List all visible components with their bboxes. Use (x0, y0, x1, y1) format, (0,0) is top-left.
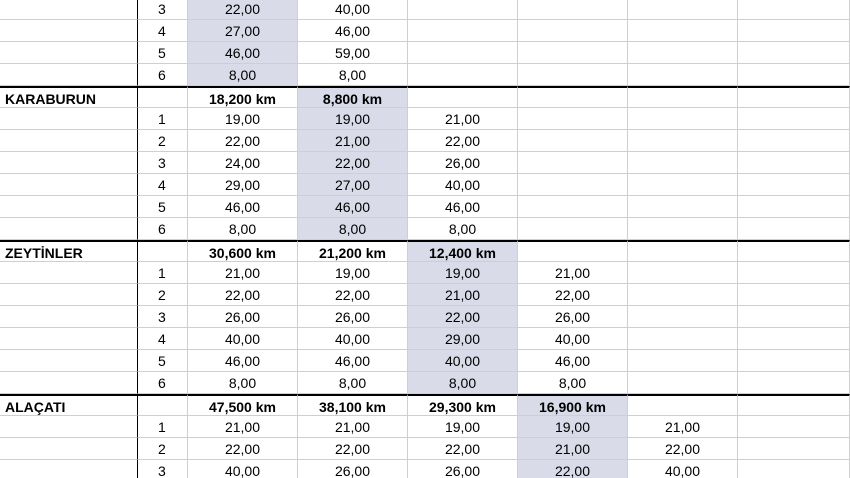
value-cell[interactable]: 40,00 (188, 328, 298, 350)
empty-cell[interactable] (738, 240, 850, 262)
value-cell[interactable] (518, 108, 628, 130)
group-name-cell[interactable]: KARABURUN (0, 86, 138, 108)
value-cell[interactable]: 46,00 (298, 196, 408, 218)
value-cell[interactable]: 46,00 (298, 350, 408, 372)
value-cell[interactable] (628, 196, 738, 218)
group-name-cell[interactable] (0, 372, 138, 394)
value-cell[interactable]: 40,00 (518, 328, 628, 350)
index-cell[interactable] (138, 86, 188, 108)
value-cell[interactable]: 22,00 (518, 460, 628, 478)
group-name-cell[interactable] (0, 42, 138, 64)
value-cell[interactable]: 8,00 (408, 372, 518, 394)
value-cell[interactable] (518, 20, 628, 42)
value-cell[interactable] (628, 152, 738, 174)
value-cell[interactable]: 8,00 (188, 218, 298, 240)
value-cell[interactable]: 21,00 (518, 438, 628, 460)
value-cell[interactable] (628, 284, 738, 306)
value-cell[interactable]: 21,00 (298, 416, 408, 438)
value-cell[interactable] (628, 130, 738, 152)
value-cell[interactable] (518, 64, 628, 86)
value-cell[interactable]: 46,00 (298, 20, 408, 42)
value-cell[interactable] (518, 240, 628, 262)
group-name-cell[interactable] (0, 174, 138, 196)
group-name-cell[interactable] (0, 328, 138, 350)
table-row (0, 372, 850, 394)
group-name-cell[interactable] (0, 0, 138, 20)
value-cell[interactable]: 40,00 (298, 0, 408, 20)
value-cell[interactable]: 22,00 (518, 284, 628, 306)
value-cell[interactable]: 22,00 (408, 306, 518, 328)
value-cell[interactable] (518, 152, 628, 174)
value-cell[interactable]: 40,00 (408, 350, 518, 372)
value-cell[interactable]: 21,00 (408, 284, 518, 306)
table-row (0, 328, 850, 350)
value-cell[interactable]: 26,00 (188, 306, 298, 328)
table-row (0, 262, 850, 284)
table-row (0, 64, 850, 86)
value-cell[interactable]: 40,00 (298, 328, 408, 350)
table-row (0, 130, 850, 152)
index-cell[interactable]: 5 (138, 350, 188, 372)
table-row (0, 108, 850, 130)
value-cell[interactable]: 8,00 (518, 372, 628, 394)
value-cell[interactable]: 29,00 (408, 328, 518, 350)
empty-cell[interactable] (738, 196, 850, 218)
value-cell[interactable]: 21,00 (518, 262, 628, 284)
table-row (0, 460, 850, 478)
index-cell[interactable]: 2 (138, 284, 188, 306)
index-cell[interactable]: 6 (138, 218, 188, 240)
value-cell[interactable]: 26,00 (408, 152, 518, 174)
empty-cell[interactable] (738, 20, 850, 42)
group-name-cell[interactable] (0, 196, 138, 218)
value-cell[interactable]: 22,00 (298, 284, 408, 306)
value-cell[interactable]: 29,300 km (408, 394, 518, 416)
value-cell[interactable] (518, 86, 628, 108)
value-cell[interactable] (628, 328, 738, 350)
value-cell[interactable]: 22,00 (628, 438, 738, 460)
group-name-cell[interactable] (0, 64, 138, 86)
value-cell[interactable]: 46,00 (408, 196, 518, 218)
index-cell[interactable]: 3 (138, 460, 188, 478)
value-cell[interactable] (518, 0, 628, 20)
value-cell[interactable] (408, 64, 518, 86)
empty-cell[interactable] (738, 350, 850, 372)
empty-cell[interactable] (738, 372, 850, 394)
empty-cell[interactable] (738, 416, 850, 438)
value-cell[interactable]: 22,00 (188, 284, 298, 306)
value-cell[interactable] (628, 108, 738, 130)
value-cell[interactable] (408, 42, 518, 64)
table-row (0, 20, 850, 42)
group-name-cell[interactable] (0, 350, 138, 372)
empty-cell[interactable] (738, 460, 850, 478)
group-name-cell[interactable] (0, 108, 138, 130)
group-name-cell[interactable] (0, 438, 138, 460)
value-cell[interactable] (628, 350, 738, 372)
table-row (0, 438, 850, 460)
value-cell[interactable]: 19,00 (298, 262, 408, 284)
index-cell[interactable]: 5 (138, 42, 188, 64)
group-name-cell[interactable] (0, 152, 138, 174)
table-row (0, 284, 850, 306)
value-cell[interactable]: 22,00 (188, 438, 298, 460)
value-cell[interactable]: 21,200 km (298, 240, 408, 262)
value-cell[interactable] (518, 174, 628, 196)
value-cell[interactable]: 22,00 (298, 438, 408, 460)
value-cell[interactable]: 8,00 (298, 64, 408, 86)
value-cell[interactable]: 29,00 (188, 174, 298, 196)
value-cell[interactable] (628, 0, 738, 20)
value-cell[interactable]: 21,00 (188, 262, 298, 284)
value-cell[interactable]: 19,00 (408, 262, 518, 284)
value-cell[interactable]: 22,00 (188, 0, 298, 20)
empty-cell[interactable] (738, 394, 850, 416)
value-cell[interactable]: 12,400 km (408, 240, 518, 262)
value-cell[interactable] (628, 86, 738, 108)
value-cell[interactable]: 40,00 (408, 174, 518, 196)
index-cell[interactable]: 6 (138, 64, 188, 86)
value-cell[interactable] (628, 306, 738, 328)
table-row (0, 0, 850, 20)
value-cell[interactable] (628, 20, 738, 42)
value-cell[interactable]: 21,00 (298, 130, 408, 152)
group-name-cell[interactable]: ALAÇATI (0, 394, 138, 416)
value-cell[interactable]: 46,00 (188, 42, 298, 64)
value-cell[interactable]: 18,200 km (188, 86, 298, 108)
value-cell[interactable] (518, 218, 628, 240)
group-name-cell[interactable] (0, 284, 138, 306)
table-row (0, 152, 850, 174)
value-cell[interactable] (628, 394, 738, 416)
value-cell[interactable]: 24,00 (188, 152, 298, 174)
value-cell[interactable]: 8,00 (298, 218, 408, 240)
value-cell[interactable] (408, 20, 518, 42)
table-row (0, 174, 850, 196)
index-cell[interactable]: 4 (138, 20, 188, 42)
value-cell[interactable] (628, 218, 738, 240)
value-cell[interactable]: 26,00 (408, 460, 518, 478)
value-cell[interactable]: 19,00 (298, 108, 408, 130)
value-cell[interactable]: 38,100 km (298, 394, 408, 416)
value-cell[interactable]: 47,500 km (188, 394, 298, 416)
value-cell[interactable]: 22,00 (408, 130, 518, 152)
index-cell[interactable] (138, 240, 188, 262)
value-cell[interactable]: 30,600 km (188, 240, 298, 262)
empty-cell[interactable] (738, 86, 850, 108)
empty-cell[interactable] (738, 108, 850, 130)
value-cell[interactable] (628, 64, 738, 86)
index-cell[interactable]: 1 (138, 262, 188, 284)
empty-cell[interactable] (738, 152, 850, 174)
value-cell[interactable] (408, 0, 518, 20)
empty-cell[interactable] (738, 284, 850, 306)
value-cell[interactable]: 8,00 (188, 372, 298, 394)
value-cell[interactable]: 26,00 (298, 460, 408, 478)
value-cell[interactable] (518, 130, 628, 152)
index-cell[interactable]: 5 (138, 196, 188, 218)
index-cell[interactable]: 3 (138, 0, 188, 20)
group-name-cell[interactable] (0, 416, 138, 438)
index-cell[interactable]: 2 (138, 438, 188, 460)
value-cell[interactable]: 19,00 (408, 416, 518, 438)
value-cell[interactable]: 27,00 (188, 20, 298, 42)
value-cell[interactable]: 16,900 km (518, 394, 628, 416)
value-cell[interactable]: 22,00 (408, 438, 518, 460)
empty-cell[interactable] (738, 42, 850, 64)
value-cell[interactable] (518, 42, 628, 64)
table-row (0, 416, 850, 438)
group-name-cell[interactable] (0, 130, 138, 152)
empty-cell[interactable] (738, 306, 850, 328)
value-cell[interactable] (408, 86, 518, 108)
value-cell[interactable]: 21,00 (408, 108, 518, 130)
value-cell[interactable]: 22,00 (298, 152, 408, 174)
value-cell[interactable]: 21,00 (628, 416, 738, 438)
index-cell[interactable]: 1 (138, 416, 188, 438)
group-header-row (0, 86, 850, 108)
table-row (0, 350, 850, 372)
index-cell[interactable]: 1 (138, 108, 188, 130)
value-cell[interactable]: 8,800 km (298, 86, 408, 108)
empty-cell[interactable] (738, 438, 850, 460)
value-cell[interactable]: 27,00 (298, 174, 408, 196)
empty-cell[interactable] (738, 64, 850, 86)
value-cell[interactable]: 46,00 (188, 350, 298, 372)
table-row (0, 306, 850, 328)
table-row (0, 42, 850, 64)
index-cell[interactable]: 3 (138, 306, 188, 328)
empty-cell[interactable] (738, 328, 850, 350)
value-cell[interactable]: 8,00 (188, 64, 298, 86)
value-cell[interactable]: 40,00 (188, 460, 298, 478)
value-cell[interactable]: 46,00 (518, 350, 628, 372)
table-row (0, 218, 850, 240)
value-cell[interactable]: 8,00 (298, 372, 408, 394)
index-cell[interactable]: 3 (138, 152, 188, 174)
value-cell[interactable]: 8,00 (408, 218, 518, 240)
group-name-cell[interactable] (0, 20, 138, 42)
index-cell[interactable]: 4 (138, 328, 188, 350)
index-cell[interactable] (138, 394, 188, 416)
value-cell[interactable] (628, 174, 738, 196)
value-cell[interactable] (628, 240, 738, 262)
value-cell[interactable] (628, 262, 738, 284)
group-header-row (0, 240, 850, 262)
group-name-cell[interactable] (0, 218, 138, 240)
index-cell[interactable]: 6 (138, 372, 188, 394)
group-header-row (0, 394, 850, 416)
value-cell[interactable] (628, 372, 738, 394)
value-cell[interactable]: 22,00 (188, 130, 298, 152)
empty-cell[interactable] (738, 262, 850, 284)
value-cell[interactable]: 26,00 (298, 306, 408, 328)
table-row (0, 196, 850, 218)
value-cell[interactable] (518, 196, 628, 218)
index-cell[interactable]: 4 (138, 174, 188, 196)
value-cell[interactable]: 19,00 (188, 108, 298, 130)
value-cell[interactable]: 19,00 (518, 416, 628, 438)
empty-cell[interactable] (738, 130, 850, 152)
empty-cell[interactable] (738, 218, 850, 240)
empty-cell[interactable] (738, 0, 850, 20)
group-name-cell[interactable]: ZEYTİNLER (0, 240, 138, 262)
group-name-cell[interactable] (0, 262, 138, 284)
value-cell[interactable] (628, 42, 738, 64)
empty-cell[interactable] (738, 174, 850, 196)
group-name-cell[interactable] (0, 460, 138, 478)
value-cell[interactable]: 40,00 (628, 460, 738, 478)
value-cell[interactable]: 46,00 (188, 196, 298, 218)
index-cell[interactable]: 2 (138, 130, 188, 152)
value-cell[interactable]: 21,00 (188, 416, 298, 438)
value-cell[interactable]: 26,00 (518, 306, 628, 328)
value-cell[interactable]: 59,00 (298, 42, 408, 64)
group-name-cell[interactable] (0, 306, 138, 328)
